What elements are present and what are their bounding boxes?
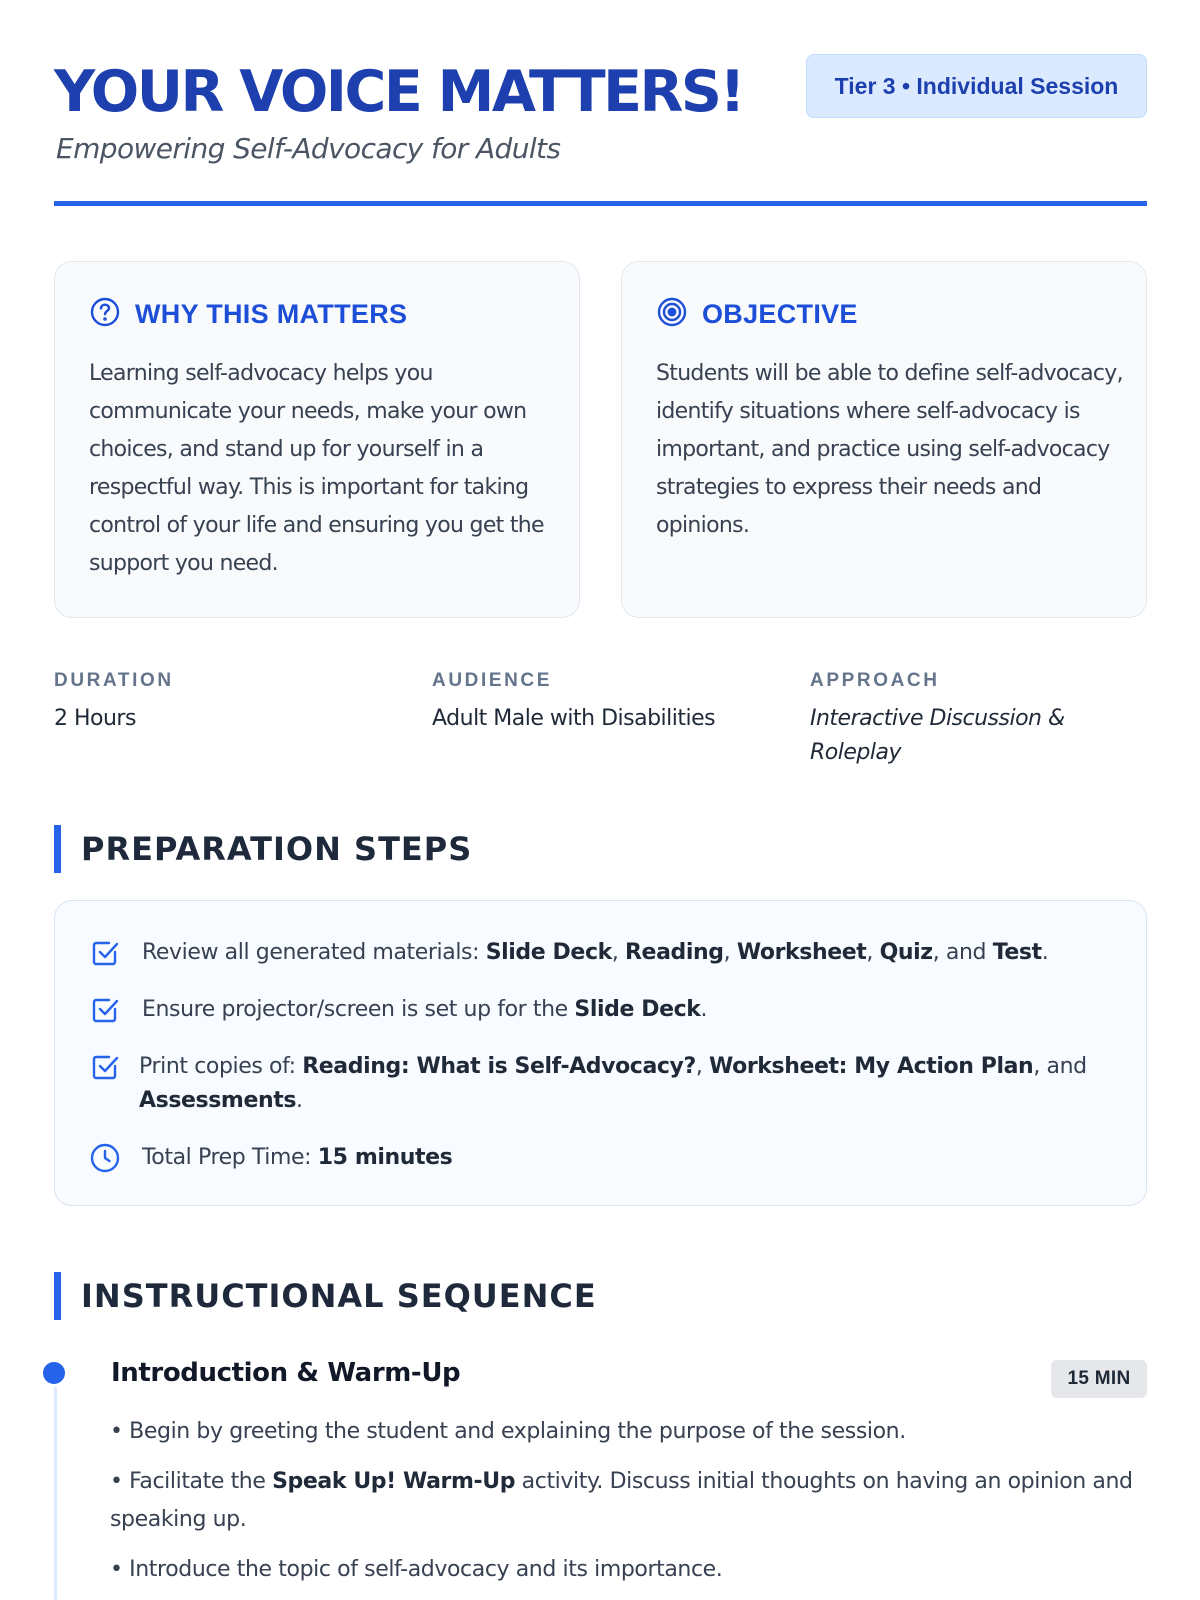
question-circle-icon	[89, 296, 121, 333]
page-title: YOUR VOICE MATTERS!	[54, 59, 743, 125]
prep-item	[89, 936, 1122, 974]
sequence-heading	[54, 1272, 597, 1320]
step-title: Introduction & Warm-Up	[111, 1358, 461, 1388]
why-card-body: Learning self-advocacy helps you communicate your needs, make your own choices, and stand up for yourself in a respectful way. This is important for taking control of your life and ensuring you get the support you need.	[89, 361, 544, 576]
approach-label: APPROACH	[810, 670, 940, 691]
target-icon	[656, 296, 688, 333]
objective-card-header	[656, 296, 858, 333]
prep-item-text: Print copies of: Reading: What is Self-Advocacy?, Worksheet: My Action Plan, and Assessments.	[139, 1054, 1087, 1113]
approach-meta	[810, 670, 1110, 770]
duration-label: DURATION	[54, 670, 174, 691]
prep-item	[89, 1141, 1122, 1179]
checkbox-icon	[89, 993, 121, 1031]
preparation-title: PREPARATION STEPS	[81, 830, 473, 868]
page-header	[54, 50, 1147, 205]
section-accent-bar	[54, 825, 61, 873]
step-bullet: • Introduce the topic of self-advocacy and its importance.	[110, 1557, 723, 1582]
sequence-title: INSTRUCTIONAL SEQUENCE	[81, 1277, 597, 1315]
header-divider	[54, 201, 1147, 206]
step-duration-badge: 15 MIN	[1051, 1360, 1147, 1398]
preparation-box	[54, 900, 1147, 1206]
prep-item-text: Total Prep Time: 15 minutes	[142, 1145, 453, 1170]
section-accent-bar	[54, 1272, 61, 1320]
preparation-heading	[54, 825, 472, 873]
timeline-dot	[40, 1359, 68, 1387]
prep-item	[89, 1050, 1119, 1118]
tier-badge: Tier 3 • Individual Session	[806, 54, 1147, 118]
clock-icon	[89, 1141, 121, 1179]
prep-item-text: Ensure projector/screen is set up for the Slide Deck.	[142, 997, 708, 1022]
why-this-matters-card	[54, 261, 580, 618]
approach-value: Interactive Discussion & Roleplay	[810, 706, 1065, 765]
objective-card-title: OBJECTIVE	[702, 299, 858, 329]
why-card-title: WHY THIS MATTERS	[135, 299, 408, 329]
step-bullet: • Begin by greeting the student and explaining the purpose of the session.	[110, 1419, 906, 1444]
page-subtitle: Empowering Self-Advocacy for Adults	[56, 132, 561, 165]
objective-card-body: Students will be able to define self-advocacy, identify situations where self-advocacy is important, and practice using self-advocacy strategies to express their needs and opinions.	[656, 361, 1123, 538]
why-card-header	[89, 296, 407, 333]
checkbox-icon	[89, 936, 121, 974]
audience-meta	[432, 670, 715, 736]
checkbox-icon	[89, 1050, 121, 1088]
objective-card	[621, 261, 1147, 618]
step-bullets	[110, 1413, 1140, 1600]
audience-value: Adult Male with Disabilities	[432, 706, 716, 731]
timeline-line	[54, 1372, 57, 1600]
prep-item-text: Review all generated materials: Slide Deck, Reading, Worksheet, Quiz, and Test.	[142, 940, 1049, 965]
duration-meta	[54, 670, 174, 736]
prep-item	[89, 993, 1122, 1031]
duration-value: 2 Hours	[54, 706, 136, 731]
step-bullet: • Facilitate the Speak Up! Warm-Up activity. Discuss initial thoughts on having an opinion and speaking up.	[110, 1469, 1133, 1532]
audience-label: AUDIENCE	[432, 670, 553, 691]
